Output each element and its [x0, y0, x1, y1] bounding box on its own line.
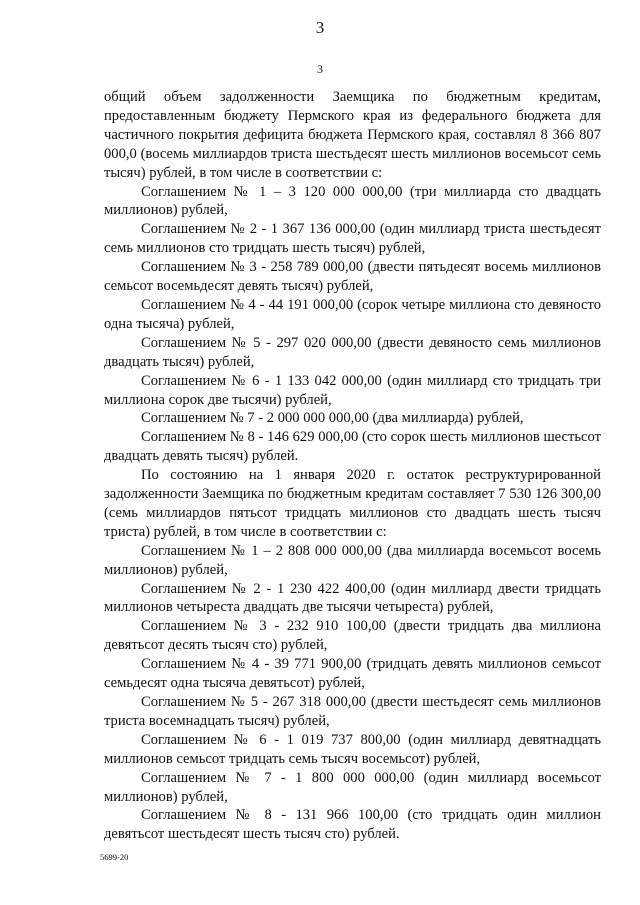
paragraph-agreement-6: Соглашением № 6 - 1 133 042 000,00 (один миллиард сто тридцать три миллиона сорок две тысячи) рублей, — [104, 372, 601, 408]
inner-page-number: 3 — [317, 62, 323, 76]
paragraph-restructured-agreement-5: Соглашением № 5 - 267 318 000,00 (двести шестьдесят семь миллионов триста восемнадцать тысяч) рублей, — [104, 694, 601, 729]
paragraph-agreement-3: Соглашением № 3 - 258 789 000,00 (двести пятьдесят восемь миллионов семьсот восемьдесят девять тысяч) рублей, — [104, 259, 601, 295]
paragraph-agreement-7: Соглашением № 7 - 2 000 000 000,00 (два миллиарда) рублей, — [141, 410, 524, 427]
paragraph-restructured-agreement-7: Соглашением № 7 - 1 800 000 000,00 (один миллиард восемьсот миллионов) рублей, — [104, 769, 601, 805]
paragraph-agreement-2: Соглашением № 2 - 1 367 136 000,00 (один миллиард триста шестьдесят семь миллионов сто тридцать шесть тысяч) рублей, — [104, 221, 601, 257]
paragraph-restructured-agreement-2: Соглашением № 2 - 1 230 422 400,00 (один миллиард двести тридцать миллионов четыреста двадцать две тысячи четыреста) рублей, — [104, 580, 601, 616]
document-code: 5699-20 — [100, 852, 129, 862]
paragraph-agreement-8: Соглашением № 8 - 146 629 000,00 (сто сорок шесть миллионов шестьсот двадцать девять тысяч) рублей. — [104, 429, 601, 465]
paragraph-agreement-1: Соглашением № 1 – 3 120 000 000,00 (три миллиарда сто двадцать миллионов) рублей, — [104, 183, 601, 219]
paragraph-restructured-agreement-6: Соглашением № 6 - 1 019 737 800,00 (один миллиард девятнадцать миллионов семьсот тридцать семь тысяч восемьсот) рублей, — [104, 731, 601, 767]
document-body — [104, 88, 601, 844]
paragraph-restructured-agreement-4: Соглашением № 4 - 39 771 900,00 (тридцать девять миллионов семьсот семьдесят одна тысяча девятьсот) рублей, — [104, 656, 601, 692]
paragraph-restructured-agreement-3: Соглашением № 3 - 232 910 100,00 (двести тридцать два миллиона девятьсот десять тысяч сто) рублей, — [104, 618, 601, 654]
page-number: 3 — [315, 18, 325, 37]
paragraph-restructured-agreement-1: Соглашением № 1 – 2 808 000 000,00 (два миллиарда восемьсот восемь миллионов) рублей, — [104, 542, 601, 578]
paragraph-agreement-4: Соглашением № 4 - 44 191 000,00 (сорок четыре миллиона сто девяносто одна тысяча) рублей, — [104, 296, 601, 332]
paragraph-agreement-5: Соглашением № 5 - 297 020 000,00 (двести девяносто семь миллионов двадцать тысяч) рублей, — [104, 334, 601, 370]
paragraph-restructured-debt-intro: По состоянию на 1 января 2020 г. остаток реструктурированной задолженности Заемщика по бюджетным кредитам составляет 7 530 126 300,00 (семь миллиардов пятьсот тридцать миллионов сто двадцать шесть тысяч триста) рублей, в том числе в соответствии с: — [104, 467, 601, 540]
paragraph-debt-total-intro: общий объем задолженности Заемщика по бюджетным кредитам, предоставленным бюджету Пермского края из федерального бюджета для частичного покрытия дефицита бюджета Пермского края, составлял 8 366 807 000,0 (восемь миллиардов триста шестьдесят шесть миллионов восемьсот семь тысяч) рублей, в том числе в соответствии с: — [104, 89, 601, 181]
paragraph-restructured-agreement-8: Соглашением № 8 - 131 966 100,00 (сто тридцать один миллион девятьсот шестьдесят шесть тысяч сто) рублей. — [104, 807, 601, 843]
